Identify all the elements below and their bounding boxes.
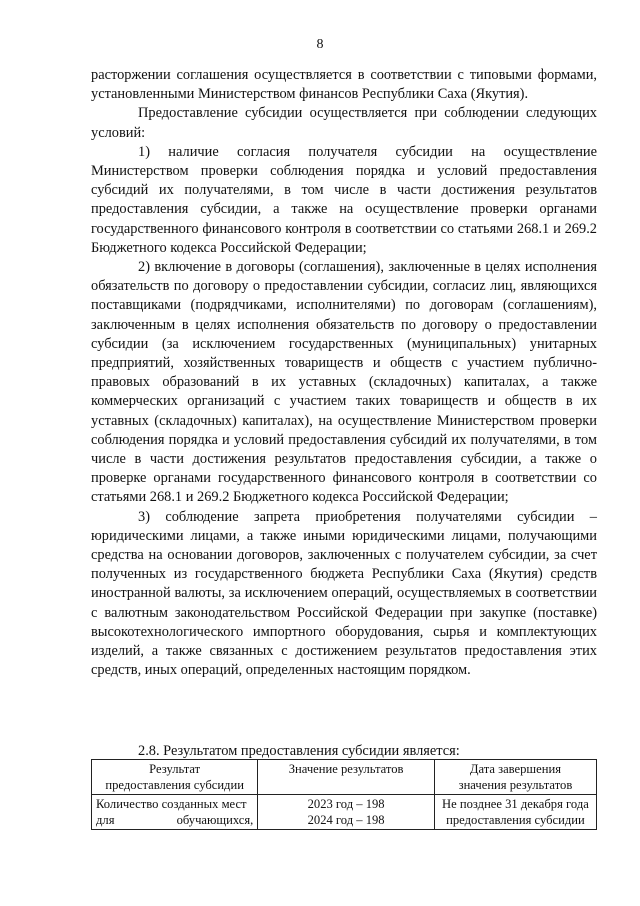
- header-result: Результат предоставления субсидии: [92, 760, 258, 795]
- table-header-row: [92, 760, 597, 795]
- paragraph: 3) соблюдение запрета приобретения получателями субсидии – юридическими лицами, а также иными юридическими лицами, получающими средства на основании договоров, заключенных с получателем субсидии, за счет полученных из государственного бюджета Республики Саха (Якутия) средств иностранной валюты, за исключением операций, осуществляемых в соответствии с валютным законодательством Российской Федерации при закупке (поставке) высокотехнологического импортного оборудования, сырья и комплектующих изделий, а также связанных с достижением результатов предоставления этих средств, иных операций, определенных настоящим порядком.: [91, 508, 597, 679]
- page-number: 8: [316, 37, 324, 52]
- cell-result: Количество созданных мест для обучающихся,: [92, 795, 258, 830]
- section-heading: 2.8. Результатом предоставления субсидии является:: [138, 743, 460, 759]
- cell-values: 2023 год – 198 2024 год – 198: [258, 795, 435, 830]
- paragraph: расторжении соглашения осуществляется в соответствии с типовыми формами, установленными Министерством финансов Республики Саха (Якутия).: [91, 67, 597, 103]
- header-date: Дата завершения значения результатов: [434, 760, 596, 795]
- header-value: Значение результатов: [258, 760, 435, 795]
- cell-date: Не позднее 31 декабря года предоставления субсидии: [434, 795, 596, 830]
- paragraph: Предоставление субсидии осуществляется при соблюдении следующих условий:: [91, 105, 597, 141]
- paragraph: 2) включение в договоры (соглашения), заключенные в целях исполнения обязательств по договору о предоставлении субсидии, согласиz лиц, являющихся поставщиками (подрядчиками, исполнителями) по договорам (соглашениям), заключенным в целях исполнения обязательств по договору о предоставлении субсидии (за исключением государственных (муниципальных) унитарных предприятий, хозяйственных товариществ и обществ с участием публично-правовых образований в их уставных (складочных) капиталах, а также коммерческих организаций с участием таких товариществ и обществ в их уставных (складочных) капиталах), на осуществление Министерством проверки соблюдения порядка и условий предоставления субсидий их получателями, в том числе в части достижения результатов предоставления субсидии, а также о проверке органами государственного финансового контроля в соответствии со статьями 268.1 и 269.2 Бюджетного кодекса Российской Федерации;: [91, 259, 597, 506]
- results-table: [91, 759, 597, 830]
- table-row: [92, 795, 597, 830]
- paragraph: 1) наличие согласия получателя субсидии на осуществление Министерством проверки соблюдения порядка и условий предоставления субсидий их получателями, в том числе в части достижения результатов предоставления субсидии, а также на осуществление проверки органами государственного финансового контроля в соответствии со статьями 268.1 и 269.2 Бюджетного кодекса Российской Федерации;: [91, 143, 597, 256]
- body-text: [91, 66, 597, 681]
